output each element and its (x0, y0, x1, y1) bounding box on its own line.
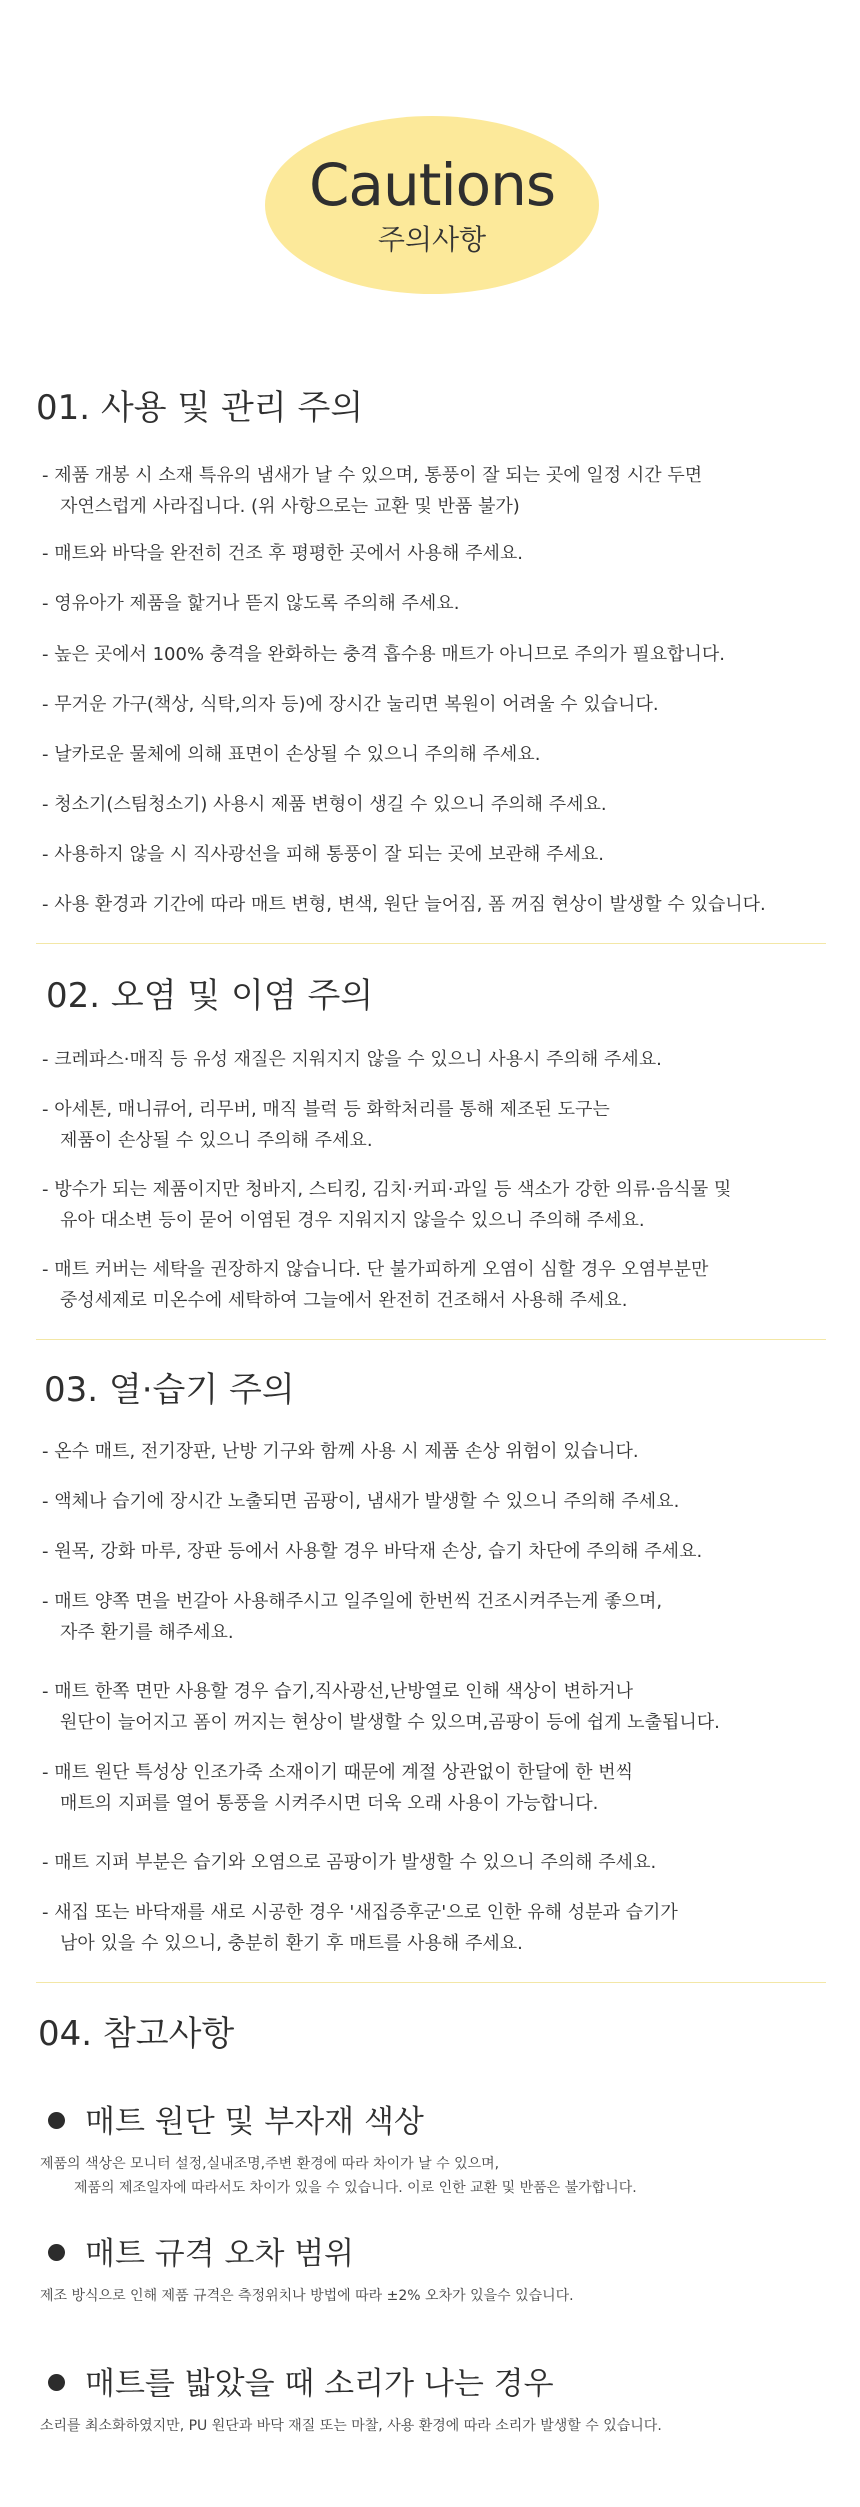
note-line: 제조 방식으로 인해 제품 규격은 측정위치나 방법에 따라 ±2% 오차가 있을수 있습니다. (40, 2288, 574, 2304)
list-item (42, 789, 607, 820)
list-item (42, 1897, 678, 1959)
list-item (42, 1847, 656, 1878)
section-divider (36, 1982, 826, 1983)
item-line: - 액체나 습기에 장시간 노출되면 곰팡이, 냄새가 발생할 수 있으니 주의해 주세요. (42, 1491, 680, 1512)
note-heading-text: 매트 원단 및 부자재 색상 (85, 2104, 424, 2140)
list-item (42, 538, 523, 569)
item-line: 원단이 늘어지고 폼이 꺼지는 현상이 발생할 수 있으며,곰팡이 등에 쉽게 노출됩니다. (60, 1712, 720, 1733)
list-item (42, 839, 604, 870)
note-text (40, 2152, 637, 2200)
note-text (40, 2284, 574, 2308)
list-item (42, 689, 659, 720)
item-line: - 사용하지 않을 시 직사광선을 피해 통풍이 잘 되는 곳에 보관해 주세요. (42, 844, 605, 865)
item-line: 중성세제로 미온수에 세탁하여 그늘에서 완전히 건조해서 사용해 주세요. (60, 1290, 628, 1311)
item-line: - 무거운 가구(책상, 식탁,의자 등)에 장시간 눌리면 복원이 어려울 수 있습니다. (42, 694, 659, 715)
item-line: - 매트 지퍼 부분은 습기와 오염으로 곰팡이가 발생할 수 있으니 주의해 주세요. (42, 1852, 657, 1873)
note-text (40, 2414, 662, 2438)
list-item (42, 460, 702, 522)
list-item (42, 739, 540, 770)
list-item (42, 1174, 731, 1236)
note-line: 제품의 색상은 모니터 설정,실내조명,주변 환경에 따라 차이가 날 수 있으며, (40, 2156, 500, 2172)
note-heading-noise (48, 2364, 554, 2404)
note-line: 소리를 최소화하였지만, PU 원단과 바닥 재질 또는 마찰, 사용 환경에 따라 소리가 발생할 수 있습니다. (40, 2418, 662, 2434)
item-line: - 날카로운 물체에 의해 표면이 손상될 수 있으니 주의해 주세요. (42, 744, 541, 765)
item-line: - 청소기(스팀청소기) 사용시 제품 변형이 생길 수 있으니 주의해 주세요. (42, 794, 607, 815)
list-item (42, 1044, 662, 1075)
bullet-icon (48, 2374, 65, 2391)
list-item (42, 1254, 708, 1316)
list-item (42, 1486, 679, 1517)
section-title-usage: 01. 사용 및 관리 주의 (36, 388, 364, 428)
bullet-icon (48, 2112, 65, 2129)
item-line: - 매트 커버는 세탁을 권장하지 않습니다. 단 불가피하게 오염이 심할 경우 오염부분만 (42, 1259, 709, 1280)
section-title-notes: 04. 참고사항 (38, 2014, 235, 2054)
note-line: 제품의 제조일자에 따라서도 차이가 있을 수 있습니다. 이로 인한 교환 및 반품은 불가합니다. (74, 2180, 637, 2196)
section-title-stain: 02. 오염 및 이염 주의 (46, 976, 374, 1016)
item-line: - 사용 환경과 기간에 따라 매트 변형, 변색, 원단 늘어짐, 폼 꺼짐 현상이 발생할 수 있습니다. (42, 894, 766, 915)
item-line: - 매트 한쪽 면만 사용할 경우 습기,직사광선,난방열로 인해 색상이 변하거나 (42, 1681, 634, 1702)
item-line: - 크레파스·매직 등 유성 재질은 지워지지 않을 수 있으니 사용시 주의해 주세요. (42, 1049, 662, 1070)
item-line: - 온수 매트, 전기장판, 난방 기구와 함께 사용 시 제품 손상 위험이 있습니다. (42, 1441, 639, 1462)
list-item (42, 1536, 702, 1567)
item-line: - 매트 원단 특성상 인조가죽 소재이기 때문에 계절 상관없이 한달에 한 번씩 (42, 1762, 634, 1783)
list-item (42, 1586, 662, 1648)
list-item (42, 639, 725, 670)
section-divider (36, 943, 826, 944)
bullet-icon (48, 2244, 65, 2261)
section-divider (36, 1339, 826, 1340)
section-title-heat-moisture: 03. 열·습기 주의 (44, 1370, 295, 1410)
item-line: 제품이 손상될 수 있으니 주의해 주세요. (60, 1130, 373, 1151)
list-item (42, 1757, 633, 1819)
item-line: - 제품 개봉 시 소재 특유의 냄새가 날 수 있으며, 통풍이 잘 되는 곳에 일정 시간 두면 (42, 465, 703, 486)
item-line: - 매트 양쪽 면을 번갈아 사용해주시고 일주일에 한번씩 건조시켜주는게 좋으며, (42, 1591, 663, 1612)
item-line: 자연스럽게 사라집니다. (위 사항으로는 교환 및 반품 불가) (60, 496, 520, 517)
item-line: - 새집 또는 바닥재를 새로 시공한 경우 '새집증후군'으로 인한 유해 성분과 습기가 (42, 1902, 678, 1923)
list-item (42, 889, 766, 920)
item-line: 자주 환기를 해주세요. (60, 1622, 234, 1643)
item-line: - 높은 곳에서 100% 충격을 완화하는 충격 흡수용 매트가 아니므로 주의가 필요합니다. (42, 644, 726, 665)
item-line: - 아세톤, 매니큐어, 리무버, 매직 블럭 등 화학처리를 통해 제조된 도구는 (42, 1099, 610, 1120)
item-line: - 원목, 강화 마루, 장판 등에서 사용할 경우 바닥재 손상, 습기 차단에 주의해 주세요. (42, 1541, 703, 1562)
note-heading-text: 매트를 밟았을 때 소리가 나는 경우 (85, 2366, 554, 2402)
note-heading-color (48, 2102, 424, 2142)
list-item (42, 1676, 720, 1738)
list-item (42, 1094, 610, 1156)
note-heading-size-tolerance (48, 2234, 354, 2274)
note-heading-text: 매트 규격 오차 범위 (85, 2236, 355, 2272)
item-line: - 방수가 되는 제품이지만 청바지, 스티킹, 김치·커피·과일 등 색소가 강한 의류·음식물 및 (42, 1179, 732, 1200)
cautions-badge (265, 116, 599, 294)
page-title: Cautions (308, 151, 556, 219)
list-item (42, 1436, 639, 1467)
item-line: - 영유아가 제품을 핥거나 뜯지 않도록 주의해 주세요. (42, 593, 460, 614)
item-line: 매트의 지퍼를 열어 통풍을 시켜주시면 더욱 오래 사용이 가능합니다. (60, 1793, 599, 1814)
item-line: 유아 대소변 등이 묻어 이염된 경우 지워지지 않을수 있으니 주의해 주세요. (60, 1210, 645, 1231)
item-line: 남아 있을 수 있으니, 충분히 환기 후 매트를 사용해 주세요. (60, 1933, 523, 1954)
item-line: - 매트와 바닥을 완전히 건조 후 평평한 곳에서 사용해 주세요. (42, 543, 524, 564)
list-item (42, 588, 459, 619)
page-subtitle: 주의사항 (377, 223, 487, 256)
